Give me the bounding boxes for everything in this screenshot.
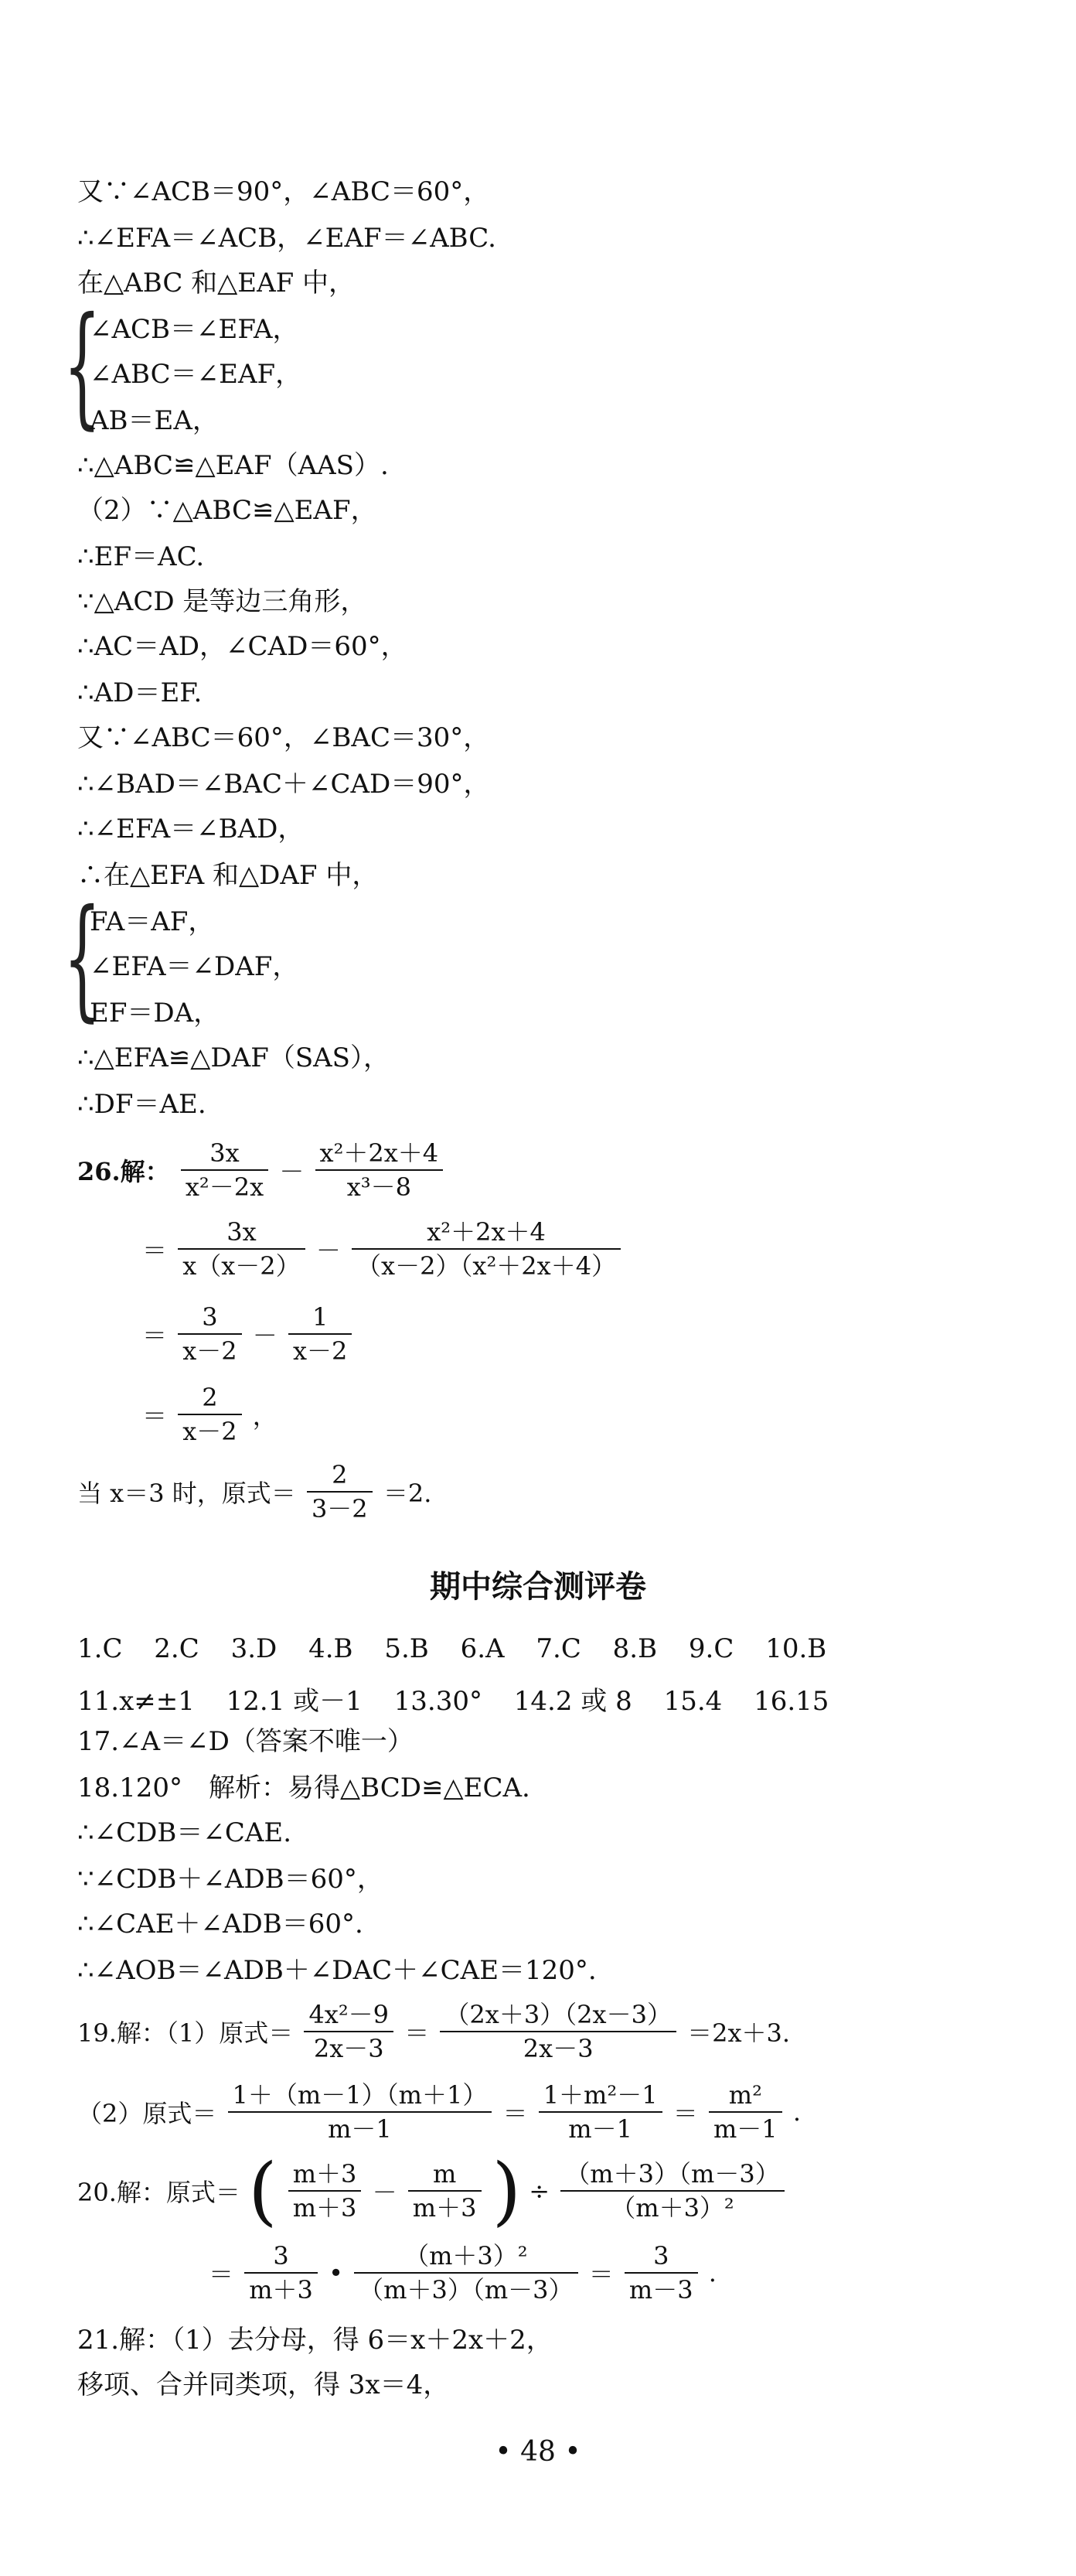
fraction: $\frac{1}{x-2}$ xyxy=(288,1301,352,1367)
answer-item: 16.15 xyxy=(754,1686,829,1717)
q19-line2: （2）原式＝ $\frac{1+(m-1)(m+1)}{m-1}$ ＝ $\frac{\text{1＋m²－1}}{m-1}$ ＝ $\frac{\text{m²}}{m-1}$ . xyxy=(77,2080,802,2144)
q20-line2: ＝ $\frac{3}{m+3}$ • $\frac{\text{（m＋3）²}}{(m+3)(m-3)}$ ＝ $\frac{3}{m-3}$ . xyxy=(209,2241,717,2305)
fraction: $\frac{(2x+3)(2x-3)}{2x-3}$ xyxy=(440,1998,676,2065)
fraction: $\frac{\text{（m＋3）²}}{(m+3)(m-3)}$ xyxy=(354,2240,577,2306)
q26-line3: ＝ $\frac{3}{x-2}$ － $\frac{1}{x-2}$ xyxy=(142,1301,355,1367)
q21-line: 21.解：（1）去分母，得 6＝x＋2x＋2， xyxy=(77,2325,553,2356)
fraction: $\frac{\text{m²}}{m-1}$ xyxy=(709,2079,782,2145)
q26-line1: 26.解： $\frac{3x}{\text{x²－2x}}$ － $\frac{\text{x²＋2x＋4}}{\text{x³－8}}$ xyxy=(77,1137,446,1203)
q26-line4: ＝ $\frac{2}{x-2}$ ， xyxy=(142,1383,278,1446)
text-line: ∠EFA＝∠DAF， xyxy=(90,951,299,982)
q19-line1: 19.解：（1）原式＝ $\frac{\text{4x²－9}}{2x-3}$ ＝ $\frac{(2x+3)(2x-3)}{2x-3}$ ＝2x＋3. xyxy=(77,2000,791,2063)
fraction: $\frac{3}{m+3}$ xyxy=(244,2240,318,2306)
text-line: ∵△ACD 是等边三角形， xyxy=(77,586,367,617)
answers-row-2 xyxy=(77,1680,852,1718)
text-line: ∠ABC＝∠EAF， xyxy=(90,359,302,390)
fraction: $\frac{1+(m-1)(m+1)}{m-1}$ xyxy=(228,2079,492,2145)
q26-label: 26.解： xyxy=(77,1157,170,1186)
answers-row-1 xyxy=(77,1633,850,1664)
fraction: $\frac{(m+3)(m-3)}{\text{（m＋3）²}}$ xyxy=(560,2158,784,2224)
text-line: ∴AD＝EF. xyxy=(77,677,203,708)
fraction: $\frac{m+3}{m+3}$ xyxy=(288,2158,362,2224)
fraction: $\frac{\text{x²＋2x＋4}}{\text{x³－8}}$ xyxy=(315,1137,444,1203)
fraction: $\frac{\text{4x²－9}}{2x-3}$ xyxy=(304,1998,393,2065)
fraction: $\frac{\text{x²＋2x＋4}}{\text{（x－2）（x²＋2x＋4）}}$ xyxy=(352,1216,621,1282)
q17-line: 17.∠A＝∠D（答案不唯一） xyxy=(77,1726,414,1757)
text-line: AB＝EA， xyxy=(90,405,219,436)
fraction: $\frac{\text{1＋m²－1}}{m-1}$ xyxy=(539,2079,662,2145)
text-line: 又∵∠ACB＝90°，∠ABC＝60°， xyxy=(77,176,490,207)
answer-item: 3.D xyxy=(230,1633,278,1664)
text-line: ∴DF＝AE. xyxy=(77,1089,206,1120)
answer-item: 10.B xyxy=(765,1633,827,1664)
q26-line2: ＝ $\frac{3x}{x(x-2)}$ － $\frac{\text{x²＋2x＋4}}{\text{（x－2）（x²＋2x＋4）}}$ xyxy=(142,1216,624,1282)
fraction: $\frac{3x}{\text{x²－2x}}$ xyxy=(181,1137,268,1203)
text-line: EF＝DA， xyxy=(90,998,220,1029)
answer-item: 7.C xyxy=(536,1633,581,1664)
answer-item: 9.C xyxy=(688,1633,734,1664)
q18-line: ∴∠AOB＝∠ADB＋∠DAC＋∠CAE＝120°. xyxy=(77,1955,597,1986)
text-line: ∠ACB＝∠EFA， xyxy=(90,314,299,345)
text-line: ∴△EFA≌△DAF（SAS）， xyxy=(77,1042,390,1073)
fraction: $\frac{3}{x-2}$ xyxy=(178,1301,241,1367)
answer-item: 13.30° xyxy=(393,1686,482,1717)
left-brace: { xyxy=(63,289,101,442)
answer-item: 1.C xyxy=(77,1633,123,1664)
q18-line: ∵∠CDB＋∠ADB＝60°， xyxy=(77,1864,383,1895)
page-number: • 48 • xyxy=(495,2436,581,2468)
text-line: ∴AC＝AD，∠CAD＝60°， xyxy=(77,631,407,662)
answer-item: 5.B xyxy=(384,1633,429,1664)
fraction: $\frac{2}{3-2}$ xyxy=(307,1459,373,1525)
q18-line: ∴∠CDB＝∠CAE. xyxy=(77,1817,292,1848)
fraction: $\frac{3x}{x(x-2)}$ xyxy=(178,1216,305,1282)
text-line: ∴∠BAD＝∠BAC＋∠CAD＝90°， xyxy=(77,769,490,800)
text-line: 在△ABC 和△EAF 中， xyxy=(77,268,356,299)
fraction: $\frac{m}{m+3}$ xyxy=(408,2158,482,2224)
text-line: ∴∠EFA＝∠BAD， xyxy=(77,814,305,844)
fraction: $\frac{3}{m-3}$ xyxy=(625,2240,698,2306)
q26-line5: 当 x＝3 时，原式＝ $\frac{2}{3-2}$ ＝2. xyxy=(77,1460,432,1523)
answer-item: 15.4 xyxy=(663,1686,723,1717)
answer-item: 8.B xyxy=(612,1633,658,1664)
fraction: $\frac{2}{x-2}$ xyxy=(178,1381,241,1448)
text-line: ∴∠EFA＝∠ACB，∠EAF＝∠ABC. xyxy=(77,223,496,254)
text-line: （2）∵△ABC≌△EAF， xyxy=(77,495,377,526)
answer-item: 14.2 或 8 xyxy=(513,1686,632,1717)
answer-item: 4.B xyxy=(308,1633,353,1664)
q18-line: 18.120° 解析：易得△BCD≌△ECA. xyxy=(77,1772,530,1803)
q18-line: ∴∠CAE＋∠ADB＝60°. xyxy=(77,1909,363,1940)
text-line: ∴△ABC≌△EAF（AAS）. xyxy=(77,450,389,481)
text-line: ∴EF＝AC. xyxy=(77,541,205,572)
text-line: ∴在△EFA 和△DAF 中， xyxy=(77,860,379,891)
answer-item: 11.x≠±1 xyxy=(77,1686,195,1717)
q21-line: 移项、合并同类项，得 3x＝4， xyxy=(77,2370,450,2400)
text-line: FA＝AF， xyxy=(90,906,215,937)
text-line: 又∵∠ABC＝60°，∠BAC＝30°， xyxy=(77,722,490,753)
left-brace: { xyxy=(63,882,101,1035)
answer-item: 12.1 或－1 xyxy=(226,1686,363,1717)
section-title: 期中综合测评卷 xyxy=(430,1569,646,1605)
answer-item: 6.A xyxy=(460,1633,505,1664)
q20-line1: 20.解：原式＝ ( $\frac{m+3}{m+3}$ － $\frac{m}{m+3}$ ) ÷ $\frac{(m+3)(m-3)}{\text{（m＋3）²}}$ xyxy=(77,2158,788,2224)
answer-item: 2.C xyxy=(154,1633,199,1664)
